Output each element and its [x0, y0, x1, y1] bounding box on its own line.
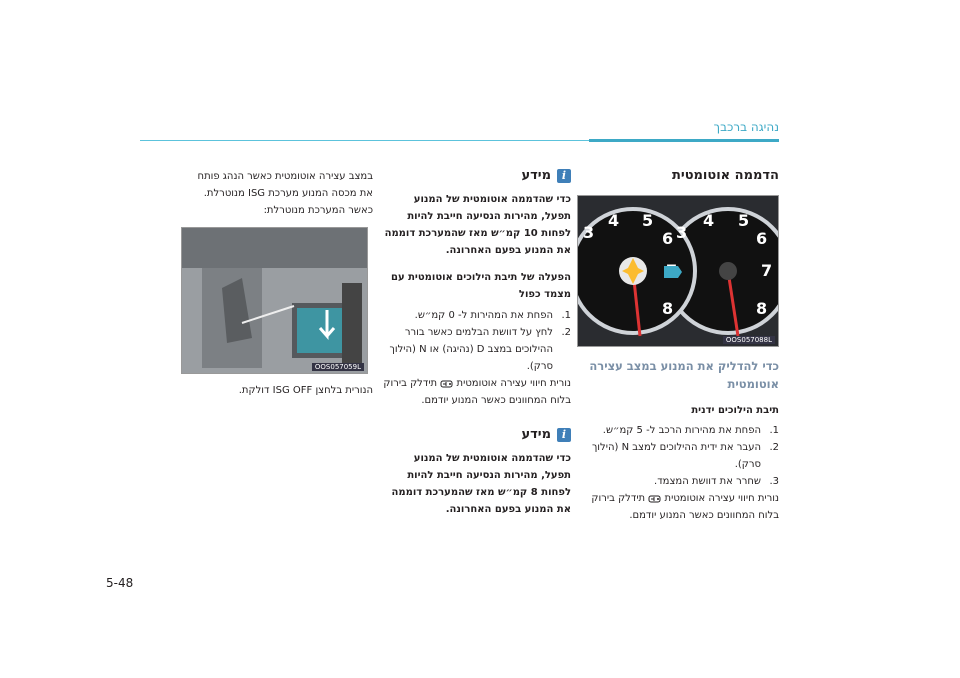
- auto-stop-icon: [440, 378, 453, 389]
- svg-text:7: 7: [761, 261, 773, 280]
- info-label: מידע: [521, 168, 551, 183]
- console-illustration: [182, 228, 367, 373]
- info-text: כדי שהדממה אוטומטית של המנוע תפעל, מהירות הנסיעה חייבת להיות לפחות 8 קמ״ש מאז שהמערכת דוממה את המנוע בפעם האחרונה.: [391, 453, 571, 515]
- right-column: [579, 168, 779, 524]
- figure-code: OOS057088L: [723, 336, 775, 344]
- svg-text:5: 5: [642, 211, 654, 230]
- section-title: נהיגה ברכבך: [713, 120, 779, 134]
- note-text: נורית חיווי עצירה אוטומטית תידלק בירוק בלוח המחוונים כאשר המנוע יודמם.: [591, 493, 779, 521]
- page-number: 5-48: [106, 576, 134, 590]
- auto-stop-icon: [648, 493, 661, 504]
- figure-code: OOS057059L: [312, 363, 364, 371]
- middle-column: [381, 168, 571, 518]
- svg-text:4: 4: [608, 211, 620, 230]
- info-box-title: [381, 427, 571, 442]
- step-text: שחרר את דוושת המצמד.: [654, 476, 761, 487]
- info-icon: i: [557, 428, 571, 442]
- section-heading: כדי להדליק את המנוע במצב עצירה אוטומטית: [589, 359, 779, 391]
- info-icon: i: [557, 169, 571, 183]
- info-box-title: [381, 168, 571, 183]
- step-number: 2.: [769, 442, 779, 453]
- svg-text:8: 8: [756, 299, 768, 318]
- step-text: הפחת את המהירות ל- 0 קמ״ש.: [414, 310, 553, 321]
- svg-text:6: 6: [756, 229, 768, 248]
- header-accent-bar: [589, 139, 779, 142]
- step-number: 3.: [769, 476, 779, 487]
- subheading: תיבת הילוכים ידנית: [691, 405, 779, 416]
- list-item: [579, 422, 779, 439]
- svg-text:3: 3: [676, 223, 688, 242]
- svg-text:6: 6: [662, 229, 674, 248]
- list-item: [579, 439, 779, 473]
- body-text: במצב עצירה אוטומטית כאשר הנהג פותח את מכסה המנוע מערכת ISG מנוטרלת.: [197, 171, 373, 199]
- caption-text: הנורית בלחצן ISG OFF דולקת.: [238, 385, 373, 396]
- step-text: העבר את ידית ההילוכים למצב N (הילוך סרק).: [591, 442, 761, 470]
- step-number: 1.: [561, 310, 571, 321]
- steps-list: [579, 422, 779, 490]
- info-text: כדי שהדממה אוטומטית של המנוע תפעל, מהירות הנסיעה חייבת להיות לפחות 10 קמ״ש מאז שהמערכת דוממה את המנוע בפעם האחרונה.: [384, 194, 571, 256]
- info-label: מידע: [521, 427, 551, 442]
- gauge-illustration: [578, 196, 778, 346]
- note-text: נורית חיווי עצירה אוטומטית תידלק בירוק בלוח המחוונים כאשר המנוע יודמם.: [383, 378, 571, 406]
- list-item: [579, 473, 779, 490]
- isg-button-figure: [181, 227, 368, 374]
- instrument-cluster-figure: [577, 195, 779, 347]
- steps-list: [381, 307, 571, 375]
- svg-text:4: 4: [703, 211, 715, 230]
- list-item: [381, 307, 571, 324]
- page-title: הדממה אוטומטית: [671, 168, 779, 183]
- svg-text:5: 5: [738, 211, 750, 230]
- left-column: [183, 168, 373, 399]
- step-number: 2.: [561, 327, 571, 338]
- paragraph-heading: הפעלה של תיבת הילוכים אוטומטית עם מצמד כפול: [390, 272, 571, 300]
- svg-text:3: 3: [583, 223, 595, 242]
- step-text: לחץ על דוושת הבלמים כאשר בורר ההילוכים במצב D (נהיגה) או N (הילוך סרק).: [389, 327, 553, 372]
- svg-text:8: 8: [662, 299, 674, 318]
- step-number: 1.: [769, 425, 779, 436]
- list-item: [381, 324, 571, 375]
- step-text: הפחת את מהירות הרכב ל- 5 קמ״ש.: [602, 425, 761, 436]
- body-text: כאשר המערכת מנוטרלת:: [263, 205, 373, 216]
